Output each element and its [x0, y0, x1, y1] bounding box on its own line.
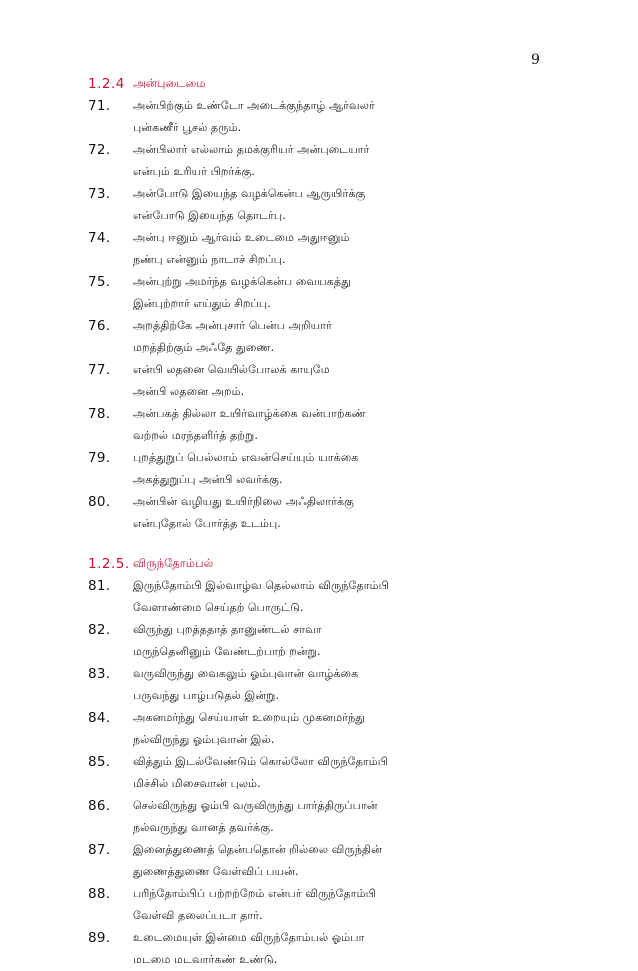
verse-line: வருவிருந்து வைகலும் ஓம்புவான் வாழ்க்கை [133, 667, 359, 680]
verse-number: 89. [88, 930, 111, 946]
page-number: 9 [531, 52, 540, 68]
verse [88, 183, 608, 226]
verse-number: 81. [88, 578, 111, 594]
verse [88, 139, 608, 182]
verse-line: என்புதோல் போர்த்த உடம்பு. [133, 516, 281, 530]
verse-line: மடமை மடவார்கண் உண்டு. [133, 952, 278, 966]
verse-line: மிச்சில் மிசைவான் புலம். [133, 776, 261, 790]
verse-text [133, 663, 358, 706]
verse-text [133, 927, 364, 970]
section [88, 553, 608, 970]
verse-line: அறத்திற்கே அன்புசார் பென்ப அறியார் [133, 319, 332, 332]
verse-text [133, 95, 375, 138]
verse-line: நண்பு என்னும் நாடாச் சிறப்பு. [133, 252, 286, 266]
verse [88, 227, 608, 270]
verse-text [133, 751, 388, 794]
verse-line: புறத்துறுப் பெல்லாம் எவன்செய்யும் யாக்கை [133, 451, 359, 464]
verse-line: பருவந்து பாழ்படுதல் இன்று. [133, 688, 280, 702]
section-number: 1.2.4 [88, 76, 125, 92]
verse [88, 575, 608, 618]
verse-line: வேள்வி தலைப்படா தார். [133, 908, 263, 922]
verse-number: 82. [88, 622, 111, 638]
section-heading [88, 73, 608, 95]
verse [88, 795, 608, 838]
verse [88, 95, 608, 138]
verse-number: 84. [88, 710, 111, 726]
verse-line: செல்விருந்து ஓம்பி வருவிருந்து பார்த்திருப்பான் [133, 799, 378, 812]
verse-number: 76. [88, 318, 111, 334]
verse-line: என்பி லதனை வெயில்போலக் காயுமே [133, 363, 330, 376]
verse-number: 80. [88, 494, 111, 510]
verse-number: 74. [88, 230, 111, 246]
section-number: 1.2.5. [88, 556, 130, 572]
page-content [88, 73, 608, 971]
verse-line: வித்தும் இடல்வேண்டும் கொல்லோ விருந்தோம்பி [133, 755, 388, 768]
verse-text [133, 271, 351, 314]
verse [88, 315, 608, 358]
verse-line: அன்பிலார் எல்லாம் தமக்குரியர் அன்புடையார் [133, 143, 370, 156]
verse-number: 71. [88, 98, 111, 114]
verse-number: 75. [88, 274, 111, 290]
verse-line: அகனமர்ந்து செய்யாள் உறையும் முகனமர்ந்து [133, 711, 365, 724]
verse-line: அன்போடு இயைந்த வழக்கென்ப ஆருயிர்க்கு [133, 187, 366, 200]
verse-line: நல்வருந்து வானத் தவர்க்கு. [133, 820, 274, 834]
verse [88, 883, 608, 926]
verse [88, 707, 608, 750]
verse-text [133, 575, 389, 618]
verse-line: அன்பிற்கும் உண்டோ அடைக்குந்தாழ் ஆர்வலர் [133, 99, 375, 112]
verse-text [133, 707, 365, 750]
verse-number: 86. [88, 798, 111, 814]
verse-text [133, 315, 332, 358]
verse-number: 88. [88, 886, 111, 902]
verse [88, 271, 608, 314]
verse-number: 77. [88, 362, 111, 378]
section-title: விருந்தோம்பல் [133, 556, 214, 570]
verse-line: அன்பின் வழியது உயிர்நிலை அஃதிலார்க்கு [133, 495, 355, 508]
verse-line: பரிந்தோம்பிப் பற்றற்றேம் என்பர் விருந்தோம்பி [133, 887, 376, 900]
verse-text [133, 447, 358, 490]
section [88, 73, 608, 534]
verse-line: என்பும் உரியர் பிறர்க்கு. [133, 164, 255, 178]
verse-number: 72. [88, 142, 111, 158]
verse-number: 79. [88, 450, 111, 466]
verse-line: விருந்து புறத்ததாத் தானுண்டல் சாவா [133, 623, 322, 636]
verse-number: 85. [88, 754, 111, 770]
verse-line: துணைத்துணை வேள்விப் பயன். [133, 864, 299, 878]
verse-line: அகத்துறுப்பு அன்பி லவர்க்கு. [133, 472, 283, 486]
verse-text [133, 359, 330, 402]
verse-text [133, 883, 376, 926]
verse-number: 83. [88, 666, 111, 682]
verse-text [133, 227, 350, 270]
verse [88, 619, 608, 662]
verse [88, 403, 608, 446]
verse-text [133, 139, 369, 182]
verse-line: அன்பு ஈனும் ஆர்வம் உடைமை அதுஈனும் [133, 231, 350, 244]
verse-text [133, 183, 365, 226]
verse-text [133, 795, 378, 838]
verse-line: அன்புற்று அமர்ந்த வழக்கென்ப வையகத்து [133, 275, 351, 288]
verse [88, 927, 608, 970]
verse [88, 491, 608, 534]
verse-line: அன்பகத் தில்லா உயிர்வாழ்க்கை வன்பாற்கண் [133, 407, 366, 420]
verse-line: நல்விருந்து ஓம்புவான் இல். [133, 732, 275, 746]
verse-line: மருந்தெனினும் வேண்டற்பாற் றன்று. [133, 644, 321, 658]
verse-line: வற்றல் மரந்தளிர்த் தற்று. [133, 428, 258, 442]
verse [88, 359, 608, 402]
verse-text [133, 619, 322, 662]
verse-number: 87. [88, 842, 111, 858]
verse-line: இருந்தோம்பி இல்வாழ்வ தெல்லாம் விருந்தோம்பி [133, 579, 389, 592]
verse [88, 839, 608, 882]
verse-line: அன்பி லதனை அறம். [133, 384, 245, 398]
verse [88, 751, 608, 794]
verse-line: வேளாண்மை செய்தற் பொருட்டு. [133, 600, 304, 614]
verse [88, 663, 608, 706]
verse-text [133, 403, 366, 446]
verse-text [133, 839, 382, 882]
verse-line: மறத்திற்கும் அஃதே துணை. [133, 340, 275, 354]
verse-line: உடைமையுள் இன்மை விருந்தோம்பல் ஓம்பா [133, 931, 365, 944]
verse-number: 78. [88, 406, 111, 422]
verse-number: 73. [88, 186, 111, 202]
section-title: அன்புடைமை [133, 76, 206, 90]
verse-line: இனைத்துணைத் தென்பதொன் றில்லை விருந்தின் [133, 843, 383, 856]
verse-line: புன்கணீர் பூசல் தரும். [133, 120, 242, 134]
verse-text [133, 491, 354, 534]
verse [88, 447, 608, 490]
verse-line: என்போடு இயைந்த தொடர்பு. [133, 208, 286, 222]
section-heading [88, 553, 608, 575]
verse-line: இன்புற்றார் எய்தும் சிறப்பு. [133, 296, 271, 310]
